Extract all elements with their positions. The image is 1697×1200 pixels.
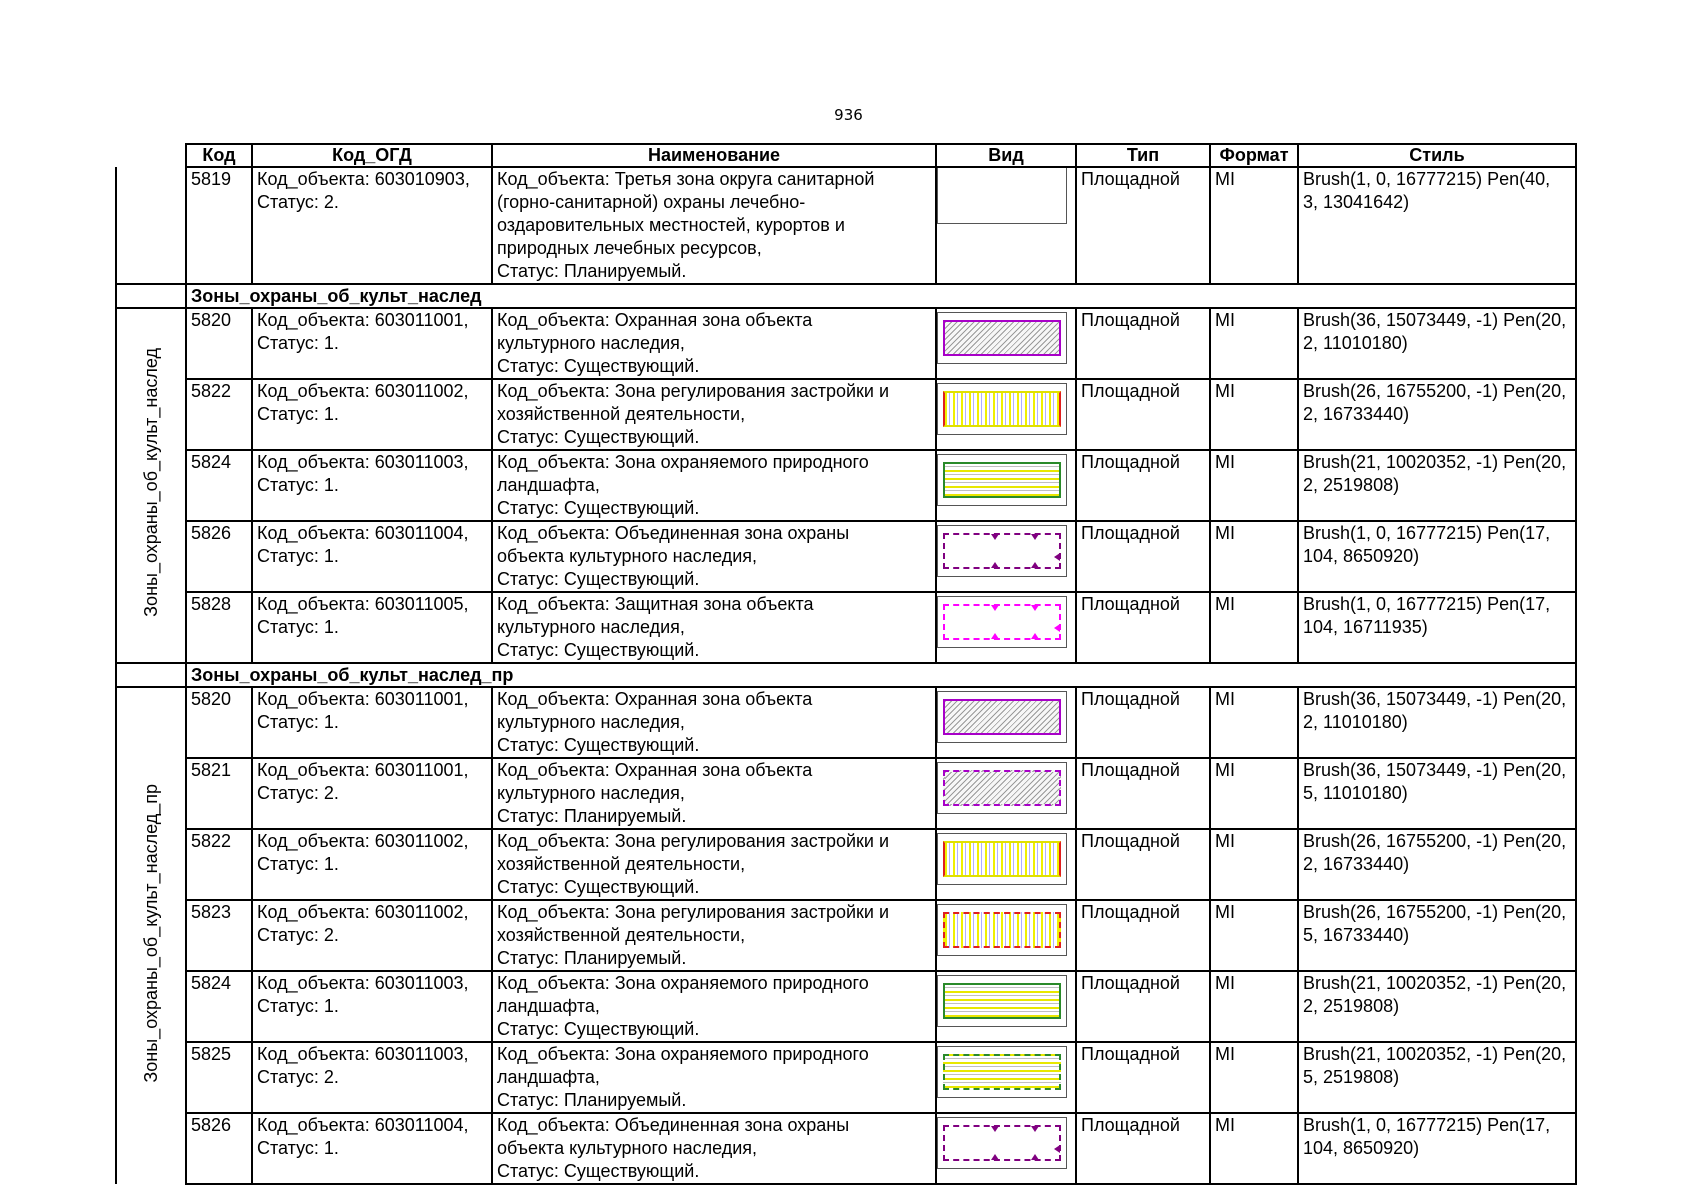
ogd-line: Код_объекта: 603011002,	[257, 831, 469, 851]
swatch-fill	[943, 983, 1061, 1019]
group-title-row	[116, 663, 1576, 687]
ogd-line: Код_объекта: 603011002,	[257, 902, 469, 922]
cell-style	[1298, 900, 1576, 971]
table-row	[116, 829, 1576, 900]
table-row	[116, 308, 1576, 379]
style-line: 2, 11010180)	[1303, 333, 1408, 353]
style-swatch-vert	[937, 383, 1067, 435]
swatch-fill	[943, 320, 1061, 356]
style-line: 2, 2519808)	[1303, 996, 1400, 1016]
name-line: Статус: Существующий.	[497, 1161, 700, 1181]
header-name: Наименование	[492, 144, 936, 167]
style-table	[115, 143, 1577, 1185]
ogd-line: Код_объекта: 603011005,	[257, 594, 469, 614]
ogd-line: Статус: 1.	[257, 712, 339, 732]
swatch-fill	[943, 1054, 1061, 1090]
cell-style	[1298, 521, 1576, 592]
swatch-fill	[943, 533, 1061, 569]
name-line: хозяйственной деятельности,	[497, 854, 746, 874]
cell-kod: 5824	[186, 971, 252, 1042]
name-line: Статус: Планируемый.	[497, 948, 687, 968]
cell-name	[492, 687, 936, 758]
cell-kod: 5826	[186, 521, 252, 592]
cell-name	[492, 521, 936, 592]
table-row	[116, 971, 1576, 1042]
cell-tip: Площадной	[1076, 592, 1210, 663]
cell-kod: 5819	[186, 167, 252, 284]
cell-kod-ogd	[252, 900, 492, 971]
style-line: Brush(1, 0, 16777215) Pen(17,	[1303, 523, 1551, 543]
style-line: Brush(21, 10020352, -1) Pen(20,	[1303, 973, 1567, 993]
style-swatch-horiz	[937, 454, 1067, 506]
cell-vid	[936, 521, 1076, 592]
name-line: (горно-санитарной) охраны лечебно-	[497, 192, 806, 212]
name-line: культурного наследия,	[497, 712, 685, 732]
cell-kod-ogd	[252, 592, 492, 663]
cell-format: MI	[1210, 167, 1298, 284]
style-swatch-diag	[937, 691, 1067, 743]
style-line: Brush(21, 10020352, -1) Pen(20,	[1303, 1044, 1567, 1064]
name-line: Статус: Существующий.	[497, 356, 700, 376]
cell-vid	[936, 687, 1076, 758]
style-line: Brush(36, 15073449, -1) Pen(20,	[1303, 760, 1567, 780]
cell-style	[1298, 687, 1576, 758]
name-line: хозяйственной деятельности,	[497, 404, 746, 424]
group-title-spacer	[116, 663, 186, 687]
cell-name	[492, 450, 936, 521]
table-row	[116, 1042, 1576, 1113]
style-line: 2, 2519808)	[1303, 475, 1400, 495]
table-header-row	[116, 144, 1576, 167]
ogd-line: Код_объекта: 603011003,	[257, 1044, 469, 1064]
group-title: Зоны_охраны_об_культ_наслед_пр	[186, 663, 1576, 687]
swatch-marker-up	[1031, 633, 1039, 639]
table-row	[116, 758, 1576, 829]
side-label: Зоны_охраны_об_культ_наслед	[141, 348, 161, 617]
ogd-line: Статус: 2.	[257, 1067, 339, 1087]
name-line: хозяйственной деятельности,	[497, 925, 746, 945]
style-line: Brush(21, 10020352, -1) Pen(20,	[1303, 452, 1567, 472]
style-swatch-vert-dash	[937, 904, 1067, 956]
style-swatch-dash-dark	[937, 1117, 1067, 1169]
cell-format: MI	[1210, 592, 1298, 663]
name-line: Статус: Существующий.	[497, 1019, 700, 1039]
cell-vid	[936, 758, 1076, 829]
cell-kod: 5820	[186, 687, 252, 758]
cell-name	[492, 308, 936, 379]
style-line: 104, 8650920)	[1303, 546, 1420, 566]
side-label-cell	[116, 687, 186, 1184]
cell-kod-ogd	[252, 521, 492, 592]
cell-kod: 5822	[186, 379, 252, 450]
cell-name	[492, 167, 936, 284]
name-line: Статус: Существующий.	[497, 498, 700, 518]
cell-name	[492, 379, 936, 450]
swatch-fill	[943, 699, 1061, 735]
style-swatch-dash-mag	[937, 596, 1067, 648]
table-row	[116, 521, 1576, 592]
table-row	[116, 900, 1576, 971]
cell-format: MI	[1210, 1042, 1298, 1113]
cell-format: MI	[1210, 758, 1298, 829]
name-line: Код_объекта: Охранная зона объекта	[497, 689, 813, 709]
cell-kod-ogd	[252, 450, 492, 521]
cell-style	[1298, 379, 1576, 450]
style-swatch-dash-dark	[937, 525, 1067, 577]
header-vid: Вид	[936, 144, 1076, 167]
ogd-line: Статус: 1.	[257, 1138, 339, 1158]
ogd-line: Код_объекта: 603010903,	[257, 169, 470, 189]
style-swatch-vert	[937, 833, 1067, 885]
cell-name	[492, 900, 936, 971]
style-line: 2, 16733440)	[1303, 404, 1410, 424]
swatch-marker-up	[1031, 1154, 1039, 1160]
cell-kod-ogd	[252, 758, 492, 829]
ogd-line: Код_объекта: 603011001,	[257, 310, 469, 330]
cell-vid	[936, 1042, 1076, 1113]
ogd-line: Статус: 1.	[257, 617, 339, 637]
cell-tip: Площадной	[1076, 971, 1210, 1042]
cell-vid	[936, 167, 1076, 284]
style-line: Brush(26, 16755200, -1) Pen(20,	[1303, 381, 1567, 401]
cell-tip: Площадной	[1076, 758, 1210, 829]
cell-format: MI	[1210, 971, 1298, 1042]
cell-kod: 5828	[186, 592, 252, 663]
name-line: Код_объекта: Зона регулирования застройки и	[497, 902, 890, 922]
name-line: культурного наследия,	[497, 617, 685, 637]
style-swatch-horiz-dash	[937, 1046, 1067, 1098]
ogd-line: Статус: 1.	[257, 475, 339, 495]
cell-name	[492, 829, 936, 900]
cell-name	[492, 1042, 936, 1113]
swatch-fill	[943, 604, 1061, 640]
name-line: объекта культурного наследия,	[497, 546, 758, 566]
name-line: ландшафта,	[497, 996, 600, 1016]
swatch-marker-up	[1031, 562, 1039, 568]
name-line: Код_объекта: Зона регулирования застройки и	[497, 381, 890, 401]
style-line: 104, 8650920)	[1303, 1138, 1420, 1158]
cell-kod: 5824	[186, 450, 252, 521]
swatch-fill	[943, 841, 1061, 877]
style-line: Brush(26, 16755200, -1) Pen(20,	[1303, 831, 1567, 851]
name-line: Код_объекта: Объединенная зона охраны	[497, 1115, 850, 1135]
group-title-row	[116, 284, 1576, 308]
cell-kod: 5821	[186, 758, 252, 829]
cell-tip: Площадной	[1076, 1042, 1210, 1113]
cell-kod: 5820	[186, 308, 252, 379]
cell-format: MI	[1210, 687, 1298, 758]
cell-vid	[936, 1113, 1076, 1184]
name-line: Код_объекта: Зона регулирования застройки и	[497, 831, 890, 851]
table-row	[116, 450, 1576, 521]
table-body	[116, 167, 1576, 1184]
name-line: Статус: Существующий.	[497, 569, 700, 589]
header-format: Формат	[1210, 144, 1298, 167]
cell-style	[1298, 1042, 1576, 1113]
cell-name	[492, 592, 936, 663]
cell-kod-ogd	[252, 829, 492, 900]
cell-vid	[936, 450, 1076, 521]
swatch-marker-down	[991, 534, 999, 540]
name-line: Код_объекта: Зона охраняемого природного	[497, 1044, 869, 1064]
swatch-marker-down	[1031, 1126, 1039, 1132]
name-line: культурного наследия,	[497, 783, 685, 803]
cell-style	[1298, 971, 1576, 1042]
swatch-marker-up	[991, 1154, 999, 1160]
cell-kod: 5826	[186, 1113, 252, 1184]
ogd-line: Код_объекта: 603011002,	[257, 381, 469, 401]
cell-kod: 5825	[186, 1042, 252, 1113]
name-line: Код_объекта: Объединенная зона охраны	[497, 523, 850, 543]
style-line: 2, 16733440)	[1303, 854, 1410, 874]
cell-format: MI	[1210, 379, 1298, 450]
style-line: 2, 11010180)	[1303, 712, 1408, 732]
cell-tip: Площадной	[1076, 1113, 1210, 1184]
cell-kod: 5822	[186, 829, 252, 900]
group-title-spacer	[116, 284, 186, 308]
ogd-line: Статус: 1.	[257, 333, 339, 353]
style-swatch-diag	[937, 312, 1067, 364]
swatch-marker-left	[1054, 624, 1060, 632]
cell-format: MI	[1210, 308, 1298, 379]
cell-name	[492, 758, 936, 829]
cell-vid	[936, 829, 1076, 900]
name-line: Код_объекта: Зона охраняемого природного	[497, 973, 869, 993]
cell-name	[492, 971, 936, 1042]
cell-tip: Площадной	[1076, 308, 1210, 379]
cell-tip: Площадной	[1076, 829, 1210, 900]
swatch-fill	[943, 770, 1061, 806]
ogd-line: Код_объекта: 603011004,	[257, 1115, 469, 1135]
ogd-line: Код_объекта: 603011001,	[257, 760, 469, 780]
cell-style	[1298, 450, 1576, 521]
name-line: объекта культурного наследия,	[497, 1138, 758, 1158]
swatch-marker-left	[1054, 1145, 1060, 1153]
name-line: ландшафта,	[497, 1067, 600, 1087]
table-row	[116, 592, 1576, 663]
swatch-marker-down	[1031, 534, 1039, 540]
name-line: Статус: Существующий.	[497, 735, 700, 755]
name-line: ландшафта,	[497, 475, 600, 495]
swatch-fill	[943, 462, 1061, 498]
table-row	[116, 167, 1576, 284]
style-line: 5, 2519808)	[1303, 1067, 1400, 1087]
style-swatch-diag-dash	[937, 762, 1067, 814]
style-line: 5, 16733440)	[1303, 925, 1410, 945]
name-line: Код_объекта: Охранная зона объекта	[497, 310, 813, 330]
side-label-cell	[116, 308, 186, 663]
name-line: Статус: Существующий.	[497, 427, 700, 447]
cell-vid	[936, 971, 1076, 1042]
cell-name	[492, 1113, 936, 1184]
cell-format: MI	[1210, 900, 1298, 971]
cell-style	[1298, 592, 1576, 663]
name-line: Статус: Планируемый.	[497, 806, 687, 826]
cell-format: MI	[1210, 450, 1298, 521]
cell-style	[1298, 1113, 1576, 1184]
style-line: Brush(36, 15073449, -1) Pen(20,	[1303, 310, 1567, 330]
ogd-line: Статус: 1.	[257, 404, 339, 424]
name-line: Статус: Существующий.	[497, 640, 700, 660]
cell-tip: Площадной	[1076, 900, 1210, 971]
cell-tip: Площадной	[1076, 167, 1210, 284]
cell-kod-ogd	[252, 1113, 492, 1184]
name-line: Статус: Планируемый.	[497, 1090, 687, 1110]
table-row	[116, 379, 1576, 450]
cell-vid	[936, 592, 1076, 663]
swatch-fill	[943, 912, 1061, 948]
style-line: Brush(36, 15073449, -1) Pen(20,	[1303, 689, 1567, 709]
cell-tip: Площадной	[1076, 450, 1210, 521]
swatch-fill	[943, 391, 1061, 427]
group-title: Зоны_охраны_об_культ_наслед	[186, 284, 1576, 308]
ogd-line: Статус: 2.	[257, 192, 339, 212]
table-row	[116, 687, 1576, 758]
cell-kod-ogd	[252, 687, 492, 758]
cell-kod-ogd	[252, 167, 492, 284]
cell-kod-ogd	[252, 308, 492, 379]
name-line: Код_объекта: Третья зона округа санитарной	[497, 169, 875, 189]
name-line: Код_объекта: Защитная зона объекта	[497, 594, 814, 614]
name-line: Код_объекта: Зона охраняемого природного	[497, 452, 869, 472]
swatch-fill	[943, 1125, 1061, 1161]
page-number: 936	[834, 106, 863, 124]
cell-kod-ogd	[252, 379, 492, 450]
table-row	[116, 1113, 1576, 1184]
style-line: 3, 13041642)	[1303, 192, 1410, 212]
ogd-line: Статус: 1.	[257, 546, 339, 566]
header-spacer	[116, 144, 186, 167]
header-kod: Код	[186, 144, 252, 167]
name-line: Статус: Существующий.	[497, 877, 700, 897]
ogd-line: Статус: 2.	[257, 925, 339, 945]
header-kod-ogd: Код_ОГД	[252, 144, 492, 167]
cell-style	[1298, 308, 1576, 379]
style-line: Brush(1, 0, 16777215) Pen(40,	[1303, 169, 1551, 189]
name-line: оздаровительных местностей, курортов и	[497, 215, 845, 235]
style-swatch-horiz	[937, 975, 1067, 1027]
name-line: Статус: Планируемый.	[497, 261, 687, 281]
header-tip: Тип	[1076, 144, 1210, 167]
swatch-marker-up	[991, 562, 999, 568]
side-label-cell	[116, 167, 186, 284]
side-label: Зоны_охраны_об_культ_наслед_пр	[141, 783, 161, 1083]
ogd-line: Код_объекта: 603011001,	[257, 689, 469, 709]
name-line: культурного наследия,	[497, 333, 685, 353]
style-swatch-blank	[937, 168, 1067, 224]
ogd-line: Код_объекта: 603011004,	[257, 523, 469, 543]
cell-format: MI	[1210, 1113, 1298, 1184]
header-style: Стиль	[1298, 144, 1576, 167]
cell-format: MI	[1210, 829, 1298, 900]
swatch-marker-left	[1054, 553, 1060, 561]
name-line: Код_объекта: Охранная зона объекта	[497, 760, 813, 780]
cell-vid	[936, 308, 1076, 379]
style-line: 104, 16711935)	[1303, 617, 1428, 637]
swatch-marker-down	[991, 605, 999, 611]
style-line: 5, 11010180)	[1303, 783, 1408, 803]
cell-vid	[936, 900, 1076, 971]
ogd-line: Код_объекта: 603011003,	[257, 973, 469, 993]
cell-kod-ogd	[252, 1042, 492, 1113]
swatch-marker-down	[1031, 605, 1039, 611]
cell-style	[1298, 758, 1576, 829]
cell-format: MI	[1210, 521, 1298, 592]
cell-tip: Площадной	[1076, 687, 1210, 758]
name-line: природных лечебных ресурсов,	[497, 238, 762, 258]
ogd-line: Статус: 1.	[257, 854, 339, 874]
cell-style	[1298, 167, 1576, 284]
style-line: Brush(26, 16755200, -1) Pen(20,	[1303, 902, 1567, 922]
swatch-marker-down	[991, 1126, 999, 1132]
cell-vid	[936, 379, 1076, 450]
style-line: Brush(1, 0, 16777215) Pen(17,	[1303, 1115, 1551, 1135]
cell-style	[1298, 829, 1576, 900]
cell-tip: Площадной	[1076, 379, 1210, 450]
swatch-marker-up	[991, 633, 999, 639]
cell-tip: Площадной	[1076, 521, 1210, 592]
cell-kod: 5823	[186, 900, 252, 971]
ogd-line: Код_объекта: 603011003,	[257, 452, 469, 472]
cell-kod-ogd	[252, 971, 492, 1042]
style-line: Brush(1, 0, 16777215) Pen(17,	[1303, 594, 1551, 614]
ogd-line: Статус: 2.	[257, 783, 339, 803]
ogd-line: Статус: 1.	[257, 996, 339, 1016]
